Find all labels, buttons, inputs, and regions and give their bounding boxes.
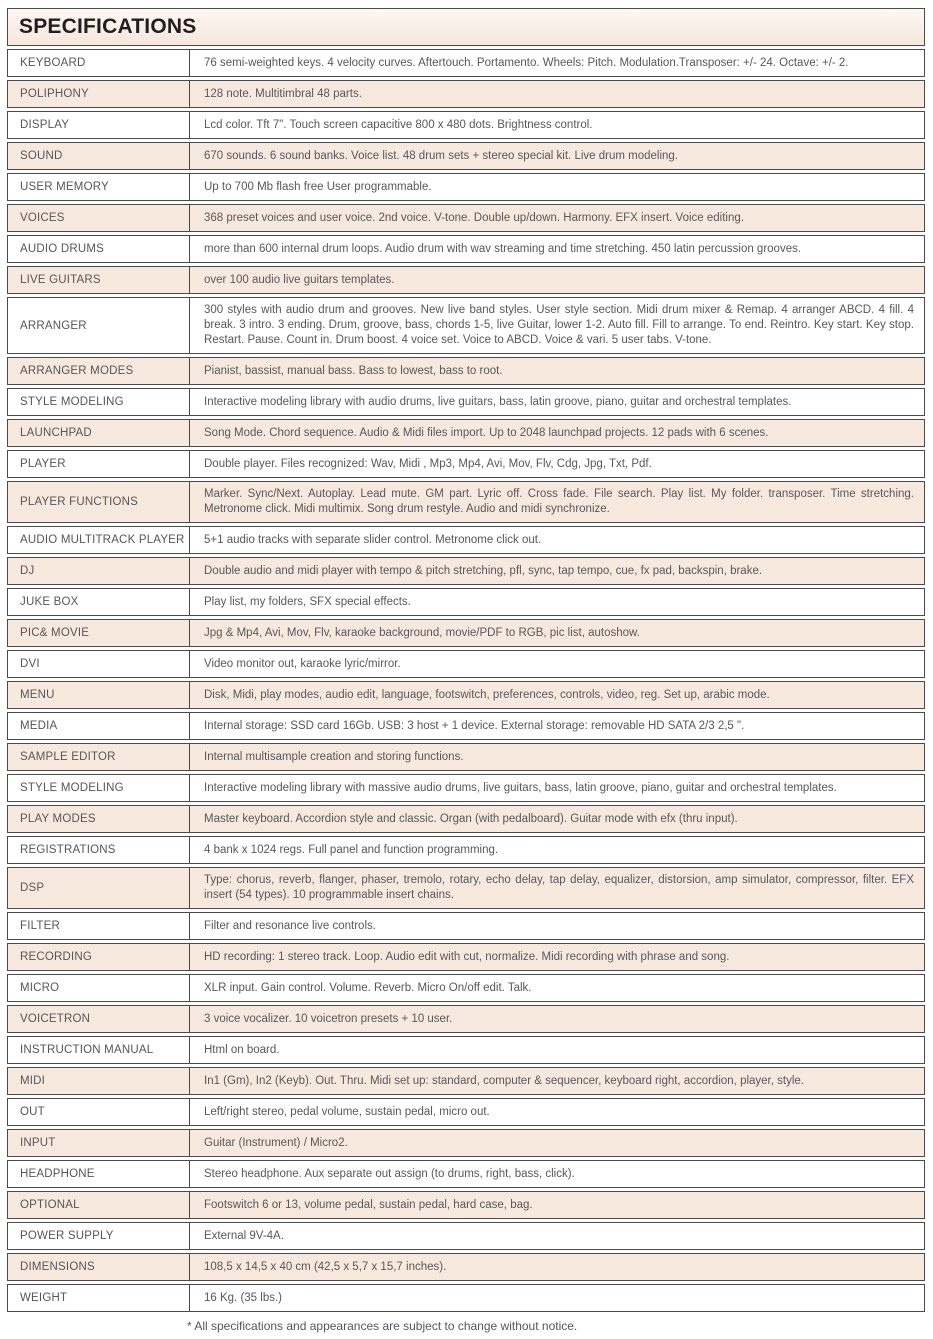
row-value — [190, 1285, 924, 1311]
table-row — [7, 1129, 925, 1157]
row-value — [190, 527, 924, 553]
row-value-text: 368 preset voices and user voice. 2nd voice. V-tone. Double up/down. Harmony. EFX insert. Voice editing. — [204, 211, 744, 224]
row-value — [190, 482, 924, 522]
row-value — [190, 975, 924, 1001]
table-row — [7, 481, 925, 523]
table-row — [7, 173, 925, 201]
row-label: ARRANGER MODES — [8, 358, 190, 384]
row-label: OPTIONAL — [8, 1192, 190, 1218]
table-row — [7, 619, 925, 647]
table-row — [7, 266, 925, 294]
row-value-text: 108,5 x 14,5 x 40 cm (42,5 x 5,7 x 15,7 inches). — [204, 1260, 447, 1273]
row-value — [190, 236, 924, 262]
row-value-text: Marker. Sync/Next. Autoplay. Lead mute. GM part. Lyric off. Cross fade. File search. Play list. My folder. transposer. Time stretching. Metronome click. Midi multimix. Song drum restyle. Audio and midi synchronize. — [204, 488, 914, 515]
table-row — [7, 1160, 925, 1188]
table-row — [7, 80, 925, 108]
row-value-text: 5+1 audio tracks with separate slider control. Metronome click out. — [204, 533, 542, 546]
row-label: PIC& MOVIE — [8, 620, 190, 646]
table-row — [7, 204, 925, 232]
row-label: RECORDING — [8, 944, 190, 970]
row-value-text: XLR input. Gain control. Volume. Reverb. Micro On/off edit. Talk. — [204, 981, 532, 994]
row-value-text: Stereo headphone. Aux separate out assign (to drums, right, bass, click). — [204, 1167, 575, 1180]
row-value-text: Internal storage: SSD card 16Gb. USB: 3 host + 1 device. External storage: removable HD SATA 2/3 2,5 ". — [204, 719, 745, 732]
row-value — [190, 205, 924, 231]
row-label: DVI — [8, 651, 190, 677]
row-value-text: Interactive modeling library with audio drums, live guitars, bass, latin groove, piano, guitar and orchestral templates. — [204, 395, 792, 408]
table-row — [7, 388, 925, 416]
table-row — [7, 1284, 925, 1312]
row-value-text: Pianist, bassist, manual bass. Bass to lowest, bass to root. — [204, 364, 503, 377]
row-value-text: External 9V-4A. — [204, 1229, 284, 1242]
row-label: SAMPLE EDITOR — [8, 744, 190, 770]
row-value-text: 670 sounds. 6 sound banks. Voice list. 48 drum sets + stereo special kit. Live drum modeling. — [204, 149, 678, 162]
row-value-text: Disk, Midi, play modes, audio edit, language, footswitch, preferences, controls, video, reg. Set up, arabic mode. — [204, 688, 770, 701]
row-value — [190, 1254, 924, 1280]
row-value — [190, 1130, 924, 1156]
row-label: WEIGHT — [8, 1285, 190, 1311]
table-row — [7, 557, 925, 585]
row-value — [190, 651, 924, 677]
table-row — [7, 526, 925, 554]
table-row — [7, 836, 925, 864]
row-value-text: 4 bank x 1024 regs. Full panel and function programming. — [204, 843, 499, 856]
row-label: LAUNCHPAD — [8, 420, 190, 446]
table-row — [7, 450, 925, 478]
table-row — [7, 49, 925, 77]
table-row — [7, 1191, 925, 1219]
row-label: STYLE MODELING — [8, 389, 190, 415]
table-row — [7, 357, 925, 385]
row-value — [190, 1037, 924, 1063]
row-value — [190, 389, 924, 415]
row-value-text: Guitar (Instrument) / Micro2. — [204, 1136, 348, 1149]
row-label: VOICES — [8, 205, 190, 231]
table-row — [7, 235, 925, 263]
footnote: * All specifications and appearances are subject to change without notice. — [187, 1319, 578, 1333]
row-label: SOUND — [8, 143, 190, 169]
row-value-text: In1 (Gm), In2 (Keyb). Out. Thru. Midi set up: standard, computer & sequencer, keyboard right, accordion, player, style. — [204, 1074, 804, 1087]
row-value-text: Play list, my folders, SFX special effects. — [204, 595, 411, 608]
table-row — [7, 681, 925, 709]
row-value — [190, 944, 924, 970]
row-value — [190, 267, 924, 293]
row-value-text: Internal multisample creation and storing functions. — [204, 750, 464, 763]
table-row — [7, 943, 925, 971]
row-value-text: Filter and resonance live controls. — [204, 919, 376, 932]
row-value — [190, 50, 924, 76]
row-label: MEDIA — [8, 713, 190, 739]
row-label: PLAY MODES — [8, 806, 190, 832]
row-label: VOICETRON — [8, 1006, 190, 1032]
row-label: AUDIO MULTITRACK PLAYER — [8, 527, 190, 553]
row-value — [190, 806, 924, 832]
row-value — [190, 1099, 924, 1125]
row-value — [190, 589, 924, 615]
table-row — [7, 743, 925, 771]
row-label: INPUT — [8, 1130, 190, 1156]
row-value — [190, 1223, 924, 1249]
row-value — [190, 451, 924, 477]
row-label: DSP — [8, 868, 190, 908]
table-row — [7, 297, 925, 354]
row-value — [190, 744, 924, 770]
table-row — [7, 111, 925, 139]
table-row — [7, 1067, 925, 1095]
row-value — [190, 913, 924, 939]
row-value — [190, 358, 924, 384]
row-value-text: 76 semi-weighted keys. 4 velocity curves. Aftertouch. Portamento. Wheels: Pitch. Modulation.Transposer: +/- 24. Octave: +/- 2. — [204, 56, 849, 69]
row-value — [190, 81, 924, 107]
table-header — [7, 8, 925, 46]
table-row — [7, 912, 925, 940]
row-value-text: Type: chorus, reverb, flanger, phaser, tremolo, rotary, echo delay, tap delay, equalizer, distorsion, amp simulator, compressor, filter. EFX insert (54 types). 10 programmable insert chains. — [204, 874, 914, 901]
row-label: STYLE MODELING — [8, 775, 190, 801]
row-value — [190, 868, 924, 908]
row-label: FILTER — [8, 913, 190, 939]
row-label: JUKE BOX — [8, 589, 190, 615]
row-value — [190, 1161, 924, 1187]
row-label: USER MEMORY — [8, 174, 190, 200]
row-label: LIVE GUITARS — [8, 267, 190, 293]
row-value-text: Footswitch 6 or 13, volume pedal, sustain pedal, hard case, bag. — [204, 1198, 533, 1211]
row-value-text: Song Mode. Chord sequence. Audio & Midi files import. Up to 2048 launchpad projects. 12 pads with 6 scenes. — [204, 426, 769, 439]
page-title: SPECIFICATIONS — [19, 15, 197, 38]
row-value — [190, 558, 924, 584]
row-value-text: Up to 700 Mb flash free User programmable. — [204, 180, 432, 193]
specifications-table — [7, 49, 925, 1312]
row-label: POWER SUPPLY — [8, 1223, 190, 1249]
table-row — [7, 1098, 925, 1126]
row-value-text: HD recording: 1 stereo track. Loop. Audio edit with cut, normalize. Midi recording with phrase and song. — [204, 950, 730, 963]
row-label: DISPLAY — [8, 112, 190, 138]
row-label: DJ — [8, 558, 190, 584]
row-label: DIMENSIONS — [8, 1254, 190, 1280]
row-value — [190, 298, 924, 353]
row-label: HEADPHONE — [8, 1161, 190, 1187]
row-value-text: Jpg & Mp4, Avi, Mov, Flv, karaoke background, movie/PDF to RGB, pic list, autoshow. — [204, 626, 640, 639]
table-row — [7, 1222, 925, 1250]
row-value — [190, 682, 924, 708]
row-label: AUDIO DRUMS — [8, 236, 190, 262]
table-row — [7, 774, 925, 802]
table-row — [7, 142, 925, 170]
row-value-text: Master keyboard. Accordion style and classic. Organ (with pedalboard). Guitar mode with efx (thru input). — [204, 812, 738, 825]
row-value — [190, 143, 924, 169]
row-value-text: Lcd color. Tft 7". Touch screen capacitive 800 x 480 dots. Brightness control. — [204, 118, 593, 131]
row-label: REGISTRATIONS — [8, 837, 190, 863]
row-value-text: over 100 audio live guitars templates. — [204, 273, 395, 286]
row-label: KEYBOARD — [8, 50, 190, 76]
row-value-text: 16 Kg. (35 lbs.) — [204, 1291, 282, 1304]
table-row — [7, 1036, 925, 1064]
row-label: ARRANGER — [8, 298, 190, 353]
row-label: MICRO — [8, 975, 190, 1001]
table-row — [7, 867, 925, 909]
table-row — [7, 712, 925, 740]
row-value-text: Interactive modeling library with massive audio drums, live guitars, bass, latin groove, piano, guitar and orchestral templates. — [204, 781, 837, 794]
row-value-text: Double audio and midi player with tempo & pitch stretching, pfl, sync, tap tempo, cue, fx pad, backspin, brake. — [204, 564, 763, 577]
row-value — [190, 420, 924, 446]
row-value — [190, 713, 924, 739]
row-value — [190, 1068, 924, 1094]
row-label: POLIPHONY — [8, 81, 190, 107]
table-row — [7, 1253, 925, 1281]
row-value-text: Left/right stereo, pedal volume, sustain pedal, micro out. — [204, 1105, 490, 1118]
row-value — [190, 837, 924, 863]
row-value-text: Double player. Files recognized: Wav, Midi , Mp3, Mp4, Avi, Mov, Flv, Cdg, Jpg, Txt, Pdf. — [204, 457, 652, 470]
row-value-text: 300 styles with audio drum and grooves. New live band styles. User style section. Midi drum mixer & Remap. 4 arranger ABCD. 4 fill. 4 break. 3 intro. 3 ending. Drum, groove, bass, chords 1-5, live Guitar, lower 1-2. Auto fill. Fill to arrange. To end. Reintro. Key start. Key stop. Restart. Pause. Count in. Drum boost. 4 voice set. Voice to ABCD. Voice & vari. 5 user tabs. V-tone. — [204, 304, 914, 346]
row-value — [190, 1192, 924, 1218]
row-value-text: more than 600 internal drum loops. Audio drum with wav streaming and time stretching. 450 latin percussion grooves. — [204, 242, 802, 255]
table-row — [7, 805, 925, 833]
table-row — [7, 1005, 925, 1033]
row-value — [190, 174, 924, 200]
row-value — [190, 620, 924, 646]
row-label: MIDI — [8, 1068, 190, 1094]
table-row — [7, 588, 925, 616]
row-value-text: 128 note. Multitimbral 48 parts. — [204, 87, 362, 100]
row-value-text: Html on board. — [204, 1043, 280, 1056]
row-label: OUT — [8, 1099, 190, 1125]
row-value — [190, 775, 924, 801]
table-row — [7, 650, 925, 678]
row-label: PLAYER — [8, 451, 190, 477]
row-value — [190, 112, 924, 138]
row-value — [190, 1006, 924, 1032]
table-row — [7, 419, 925, 447]
row-label: INSTRUCTION MANUAL — [8, 1037, 190, 1063]
row-value-text: Video monitor out, karaoke lyric/mirror. — [204, 657, 401, 670]
row-label: PLAYER FUNCTIONS — [8, 482, 190, 522]
row-label: MENU — [8, 682, 190, 708]
row-value-text: 3 voice vocalizer. 10 voicetron presets + 10 user. — [204, 1012, 453, 1025]
table-row — [7, 974, 925, 1002]
